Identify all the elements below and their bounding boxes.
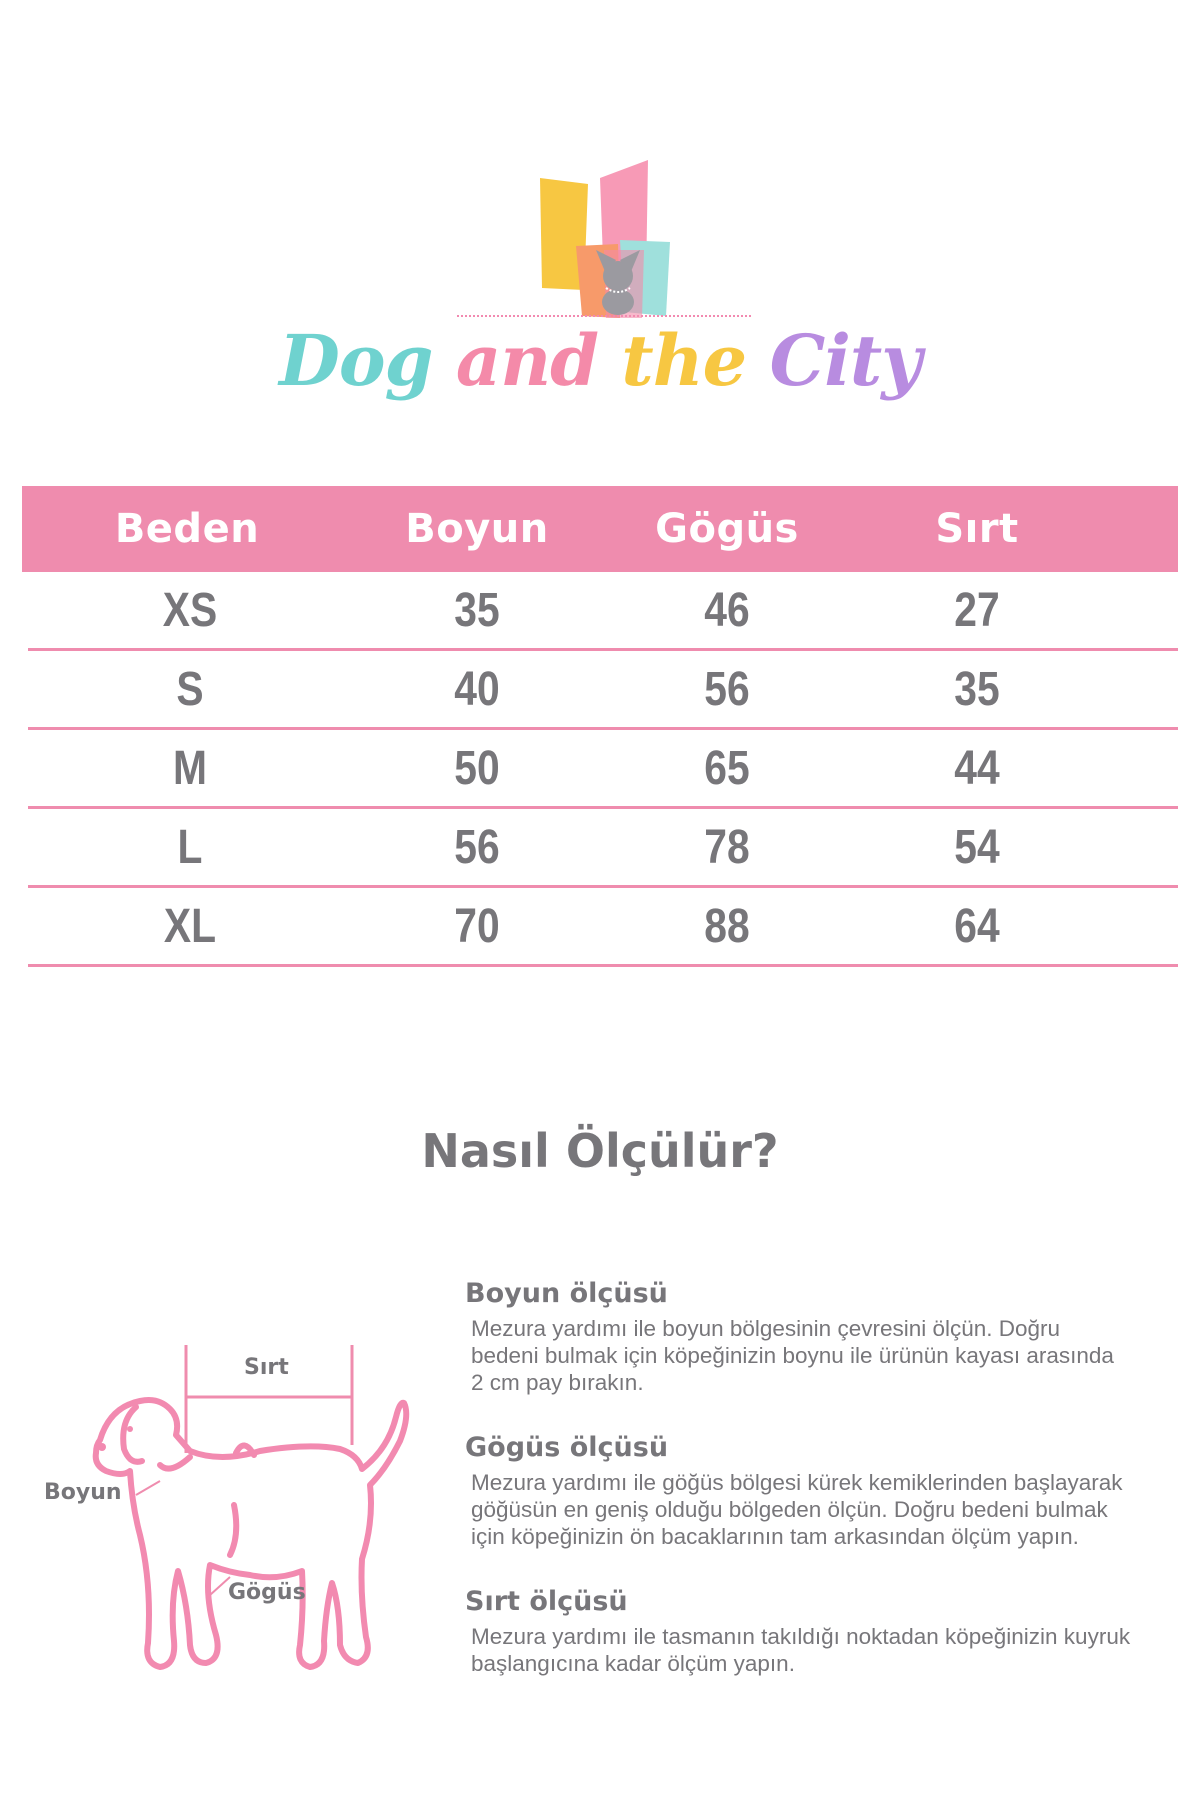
neck-measure-section (465, 1278, 1175, 1396)
city-buildings-icon (520, 150, 690, 320)
back-measure-section (465, 1586, 1175, 1677)
chest-measure-title: Gögüs ölçüsü (465, 1432, 669, 1463)
chest-measure-section (465, 1432, 1175, 1550)
chest-measure-line: Mezura yardımı ile göğüs bölgesi kürek kemiklerinden başlayarak (471, 1470, 1123, 1495)
label-back: Sırt (244, 1355, 289, 1380)
cell-size: M (173, 741, 207, 795)
cell-size: S (176, 662, 204, 716)
back-measure-line: başlangıcına kadar ölçüm yapın. (471, 1651, 795, 1676)
cell-back: 64 (954, 899, 1000, 953)
cell-size: L (177, 820, 203, 874)
table-row (28, 888, 1178, 967)
cell-neck: 56 (454, 820, 500, 874)
neck-measure-line: Mezura yardımı ile boyun bölgesinin çevresini ölçün. Doğru (471, 1316, 1061, 1341)
cell-neck: 70 (454, 899, 500, 953)
dog-outline-icon (40, 1345, 440, 1705)
neck-measure-title: Boyun ölçüsü (465, 1278, 668, 1309)
cell-neck: 35 (454, 583, 500, 637)
cell-back: 54 (954, 820, 1000, 874)
wordmark-the: the (621, 319, 747, 402)
chest-measure-line: için köpeğinizin ön bacaklarının tam arkasından ölçüm yapın. (471, 1524, 1079, 1549)
table-header (22, 486, 1178, 572)
label-chest: Gögüs (228, 1580, 306, 1605)
header-chest: Gögüs (655, 506, 799, 552)
table-row (28, 651, 1178, 730)
brand-wordmark (0, 316, 1200, 406)
neck-measure-line: 2 cm pay bırakın. (471, 1370, 644, 1395)
back-measure-title: Sırt ölçüsü (465, 1586, 628, 1617)
cell-chest: 46 (704, 583, 750, 637)
size-table (22, 486, 1178, 967)
label-neck: Boyun (44, 1480, 122, 1505)
wordmark-dog: Dog (279, 319, 433, 402)
wordmark-and: and (455, 319, 599, 402)
cell-back: 35 (954, 662, 1000, 716)
chest-measure-line: göğüsün en geniş olduğu bölgeden ölçün. Doğru bedeni bulmak (471, 1497, 1108, 1522)
header-neck: Boyun (405, 506, 549, 552)
cell-back: 44 (954, 741, 1000, 795)
wordmark-city: City (769, 319, 921, 402)
table-row (28, 572, 1178, 651)
table-row (28, 809, 1178, 888)
cell-size: XL (163, 899, 217, 953)
cell-back: 27 (954, 583, 1000, 637)
back-measure-line: Mezura yardımı ile tasmanın takıldığı noktadan köpeğinizin kuyruk (471, 1624, 1131, 1649)
header-back: Sırt (935, 506, 1019, 552)
how-to-measure-title: Nasıl Ölçülür? (421, 1124, 779, 1178)
dog-measurement-diagram (40, 1345, 440, 1705)
cell-size: XS (162, 583, 218, 637)
cell-chest: 78 (704, 820, 750, 874)
cell-neck: 50 (454, 741, 500, 795)
table-row (28, 730, 1178, 809)
cell-chest: 56 (704, 662, 750, 716)
brand-logo (0, 140, 1200, 410)
cell-chest: 88 (704, 899, 750, 953)
cell-neck: 40 (454, 662, 500, 716)
neck-measure-line: bedeni bulmak için köpeğinizin boynu ile ürünün kayası arasında (471, 1343, 1114, 1368)
header-size: Beden (114, 506, 260, 552)
cell-chest: 65 (704, 741, 750, 795)
